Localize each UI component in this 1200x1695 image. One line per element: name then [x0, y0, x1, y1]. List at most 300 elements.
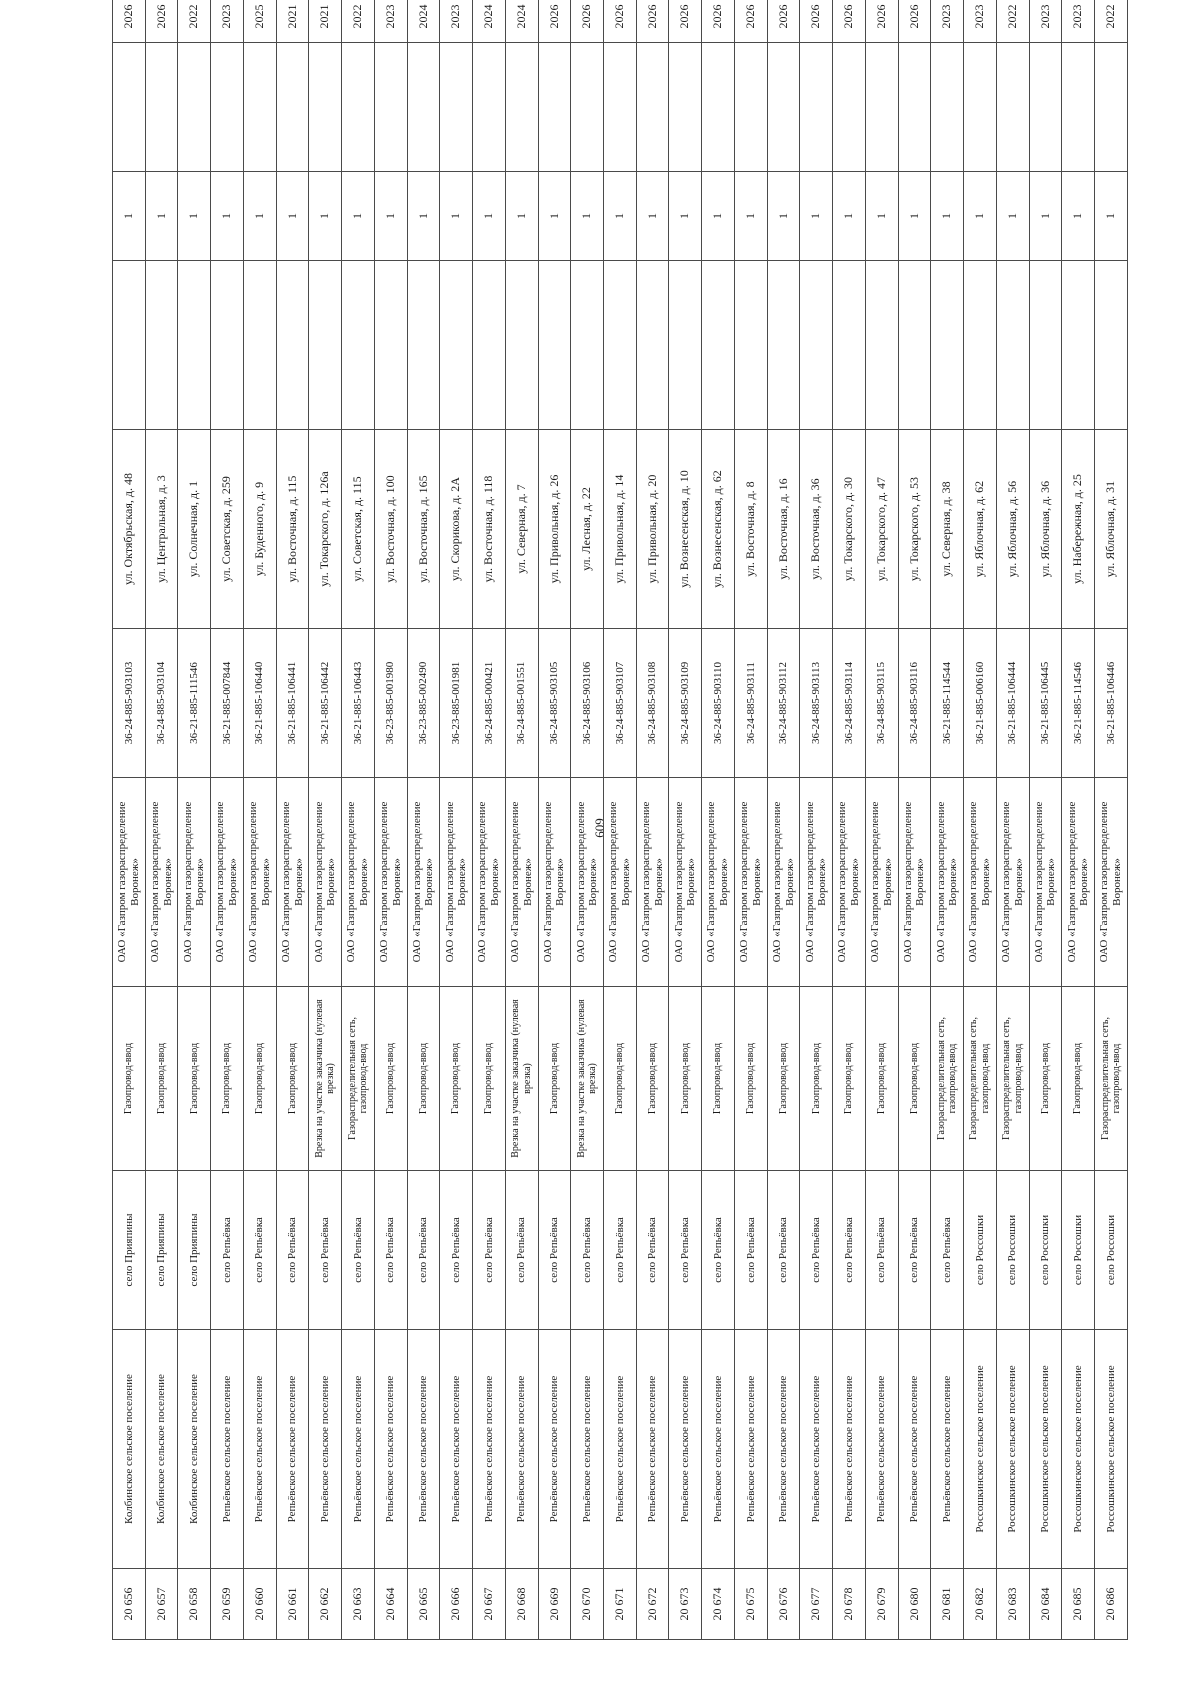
- cell-qty: 1: [800, 172, 833, 261]
- cell-year: 2026: [571, 0, 604, 43]
- table-row: [996, 0, 1029, 1640]
- table-row: [931, 0, 964, 1640]
- cell-num: 20 674: [702, 1569, 735, 1640]
- cell-num: 20 670: [571, 1569, 604, 1640]
- cell-village: село Россошки: [964, 1171, 997, 1330]
- cell-village: село Россошки: [1062, 1171, 1095, 1330]
- cell-village: село Репьёвка: [473, 1171, 506, 1330]
- cell-year: 2023: [374, 0, 407, 43]
- cell-owner: ОАО «Газпром газораспределение Воронеж»: [865, 778, 898, 987]
- cell-empty: [898, 261, 931, 430]
- cell-owner: ОАО «Газпром газораспределение Воронеж»: [276, 778, 309, 987]
- cell-num: 20 673: [669, 1569, 702, 1640]
- cell-owner: ОАО «Газпром газораспределение Воронеж»: [1095, 778, 1128, 987]
- cell-num: 20 664: [374, 1569, 407, 1640]
- cell-num: 20 684: [1029, 1569, 1062, 1640]
- cell-settlement: Репьёвское сельское поселение: [473, 1330, 506, 1569]
- cell-empty: [1029, 261, 1062, 430]
- cell-cadastral: 36-21-885-114546: [1062, 629, 1095, 778]
- cell-year: 2026: [767, 0, 800, 43]
- cell-year: 2021: [276, 0, 309, 43]
- cell-num: 20 657: [145, 1569, 178, 1640]
- cell-address: ул. Яблочная, д. 36: [1029, 430, 1062, 629]
- cell-owner: ОАО «Газпром газораспределение Воронеж»: [407, 778, 440, 987]
- cell-year: 2023: [1062, 0, 1095, 43]
- cell-empty2: [211, 43, 244, 172]
- cell-owner: ОАО «Газпром газораспределение Воронеж»: [767, 778, 800, 987]
- table-row: [473, 0, 506, 1640]
- cell-village: село Репьёвка: [898, 1171, 931, 1330]
- table-row: [374, 0, 407, 1640]
- cell-num: 20 681: [931, 1569, 964, 1640]
- cell-settlement: Репьёвское сельское поселение: [734, 1330, 767, 1569]
- cell-empty: [342, 261, 375, 430]
- cell-empty2: [1029, 43, 1062, 172]
- cell-object: Газопровод-ввод: [800, 987, 833, 1171]
- cell-object: Газопровод-ввод: [374, 987, 407, 1171]
- cell-settlement: Репьёвское сельское поселение: [636, 1330, 669, 1569]
- cell-owner: ОАО «Газпром газораспределение Воронеж»: [636, 778, 669, 987]
- cell-settlement: Репьёвское сельское поселение: [538, 1330, 571, 1569]
- cell-qty: 1: [211, 172, 244, 261]
- cell-settlement: Репьёвское сельское поселение: [309, 1330, 342, 1569]
- cell-cadastral: 36-24-885-903104: [145, 629, 178, 778]
- cell-num: 20 682: [964, 1569, 997, 1640]
- table-row: [211, 0, 244, 1640]
- cell-settlement: Репьёвское сельское поселение: [669, 1330, 702, 1569]
- cell-year: 2026: [898, 0, 931, 43]
- cell-empty2: [833, 43, 866, 172]
- cell-address: ул. Вознесенская, д. 62: [702, 430, 735, 629]
- cell-empty: [604, 261, 637, 430]
- cell-village: село Прияпины: [145, 1171, 178, 1330]
- cell-cadastral: 36-21-885-106442: [309, 629, 342, 778]
- cell-empty: [1062, 261, 1095, 430]
- cell-address: ул. Восточная, д. 115: [276, 430, 309, 629]
- cell-empty2: [309, 43, 342, 172]
- cell-cadastral: 36-21-885-114544: [931, 629, 964, 778]
- cell-year: 2022: [178, 0, 211, 43]
- cell-cadastral: 36-23-885-001980: [374, 629, 407, 778]
- cell-year: 2022: [342, 0, 375, 43]
- cell-empty: [865, 261, 898, 430]
- cell-empty2: [734, 43, 767, 172]
- cell-qty: 1: [1095, 172, 1128, 261]
- page-number: 609: [591, 818, 607, 838]
- cell-owner: ОАО «Газпром газораспределение Воронеж»: [113, 778, 146, 987]
- cell-num: 20 680: [898, 1569, 931, 1640]
- cell-object: Газопровод-ввод: [113, 987, 146, 1171]
- cell-num: 20 671: [604, 1569, 637, 1640]
- cell-cadastral: 36-24-885-903105: [538, 629, 571, 778]
- cell-num: 20 669: [538, 1569, 571, 1640]
- cell-object: Газораспределительная сеть, газопровод-ввод: [996, 987, 1029, 1171]
- cell-address: ул. Восточная, д. 118: [473, 430, 506, 629]
- table-row: [702, 0, 735, 1640]
- table-row: [669, 0, 702, 1640]
- cell-object: Врезка на участке заказчика (нулевая врезка): [309, 987, 342, 1171]
- cell-settlement: Колбинское сельское поселение: [145, 1330, 178, 1569]
- cell-settlement: Россошкинское сельское поселение: [996, 1330, 1029, 1569]
- table-row: [407, 0, 440, 1640]
- cell-num: 20 659: [211, 1569, 244, 1640]
- cell-cadastral: 36-24-885-903107: [604, 629, 637, 778]
- cell-owner: ОАО «Газпром газораспределение Воронеж»: [178, 778, 211, 987]
- cell-owner: ОАО «Газпром газораспределение Воронеж»: [342, 778, 375, 987]
- cell-village: село Репьёвка: [604, 1171, 637, 1330]
- cell-owner: ОАО «Газпром газораспределение Воронеж»: [505, 778, 538, 987]
- cell-address: ул. Вознесенская, д. 10: [669, 430, 702, 629]
- cell-address: ул. Восточная, д. 36: [800, 430, 833, 629]
- cell-empty2: [571, 43, 604, 172]
- cell-num: 20 662: [309, 1569, 342, 1640]
- cell-village: село Репьёвка: [407, 1171, 440, 1330]
- cell-num: 20 675: [734, 1569, 767, 1640]
- cell-cadastral: 36-24-885-903111: [734, 629, 767, 778]
- cell-empty: [636, 261, 669, 430]
- cell-empty2: [473, 43, 506, 172]
- cell-year: 2026: [865, 0, 898, 43]
- cell-owner: ОАО «Газпром газораспределение Воронеж»: [800, 778, 833, 987]
- cell-empty2: [702, 43, 735, 172]
- cell-empty2: [243, 43, 276, 172]
- cell-num: 20 658: [178, 1569, 211, 1640]
- cell-settlement: Колбинское сельское поселение: [178, 1330, 211, 1569]
- cell-object: Газопровод-ввод: [1062, 987, 1095, 1171]
- table-row: [767, 0, 800, 1640]
- cell-village: село Репьёвка: [374, 1171, 407, 1330]
- cell-cadastral: 36-21-885-007844: [211, 629, 244, 778]
- cell-year: 2022: [996, 0, 1029, 43]
- cell-cadastral: 36-21-885-006160: [964, 629, 997, 778]
- cell-address: ул. Восточная, д. 8: [734, 430, 767, 629]
- gas-pipeline-register-table: [112, 0, 1128, 1640]
- cell-address: ул. Скорикова, д. 2А: [440, 430, 473, 629]
- cell-num: 20 665: [407, 1569, 440, 1640]
- cell-year: 2023: [931, 0, 964, 43]
- cell-object: Газопровод-ввод: [407, 987, 440, 1171]
- cell-qty: 1: [604, 172, 637, 261]
- cell-year: 2024: [505, 0, 538, 43]
- cell-object: Газопровод-ввод: [440, 987, 473, 1171]
- cell-num: 20 686: [1095, 1569, 1128, 1640]
- cell-village: село Репьёвка: [636, 1171, 669, 1330]
- table-body: [113, 0, 1128, 1640]
- cell-year: 2022: [1095, 0, 1128, 43]
- cell-village: село Репьёвка: [931, 1171, 964, 1330]
- cell-settlement: Репьёвское сельское поселение: [604, 1330, 637, 1569]
- table-row: [276, 0, 309, 1640]
- cell-address: ул. Привольная, д. 26: [538, 430, 571, 629]
- cell-year: 2023: [211, 0, 244, 43]
- cell-address: ул. Северная, д. 38: [931, 430, 964, 629]
- cell-empty2: [178, 43, 211, 172]
- table-row: [243, 0, 276, 1640]
- cell-village: село Репьёвка: [309, 1171, 342, 1330]
- cell-owner: ОАО «Газпром газораспределение Воронеж»: [440, 778, 473, 987]
- cell-object: Газопровод-ввод: [538, 987, 571, 1171]
- rotated-table-wrapper: [112, 4, 1128, 1640]
- table-row: [440, 0, 473, 1640]
- cell-cadastral: 36-24-885-903116: [898, 629, 931, 778]
- cell-address: ул. Восточная, д. 16: [767, 430, 800, 629]
- cell-address: ул. Восточная, д. 100: [374, 430, 407, 629]
- cell-object: Газораспределительная сеть, газопровод-ввод: [964, 987, 997, 1171]
- cell-village: село Репьёвка: [800, 1171, 833, 1330]
- cell-address: ул. Яблочная, д. 56: [996, 430, 1029, 629]
- cell-year: 2026: [669, 0, 702, 43]
- cell-empty2: [898, 43, 931, 172]
- table-row: [309, 0, 342, 1640]
- cell-object: Газопровод-ввод: [145, 987, 178, 1171]
- cell-qty: 1: [342, 172, 375, 261]
- cell-num: 20 667: [473, 1569, 506, 1640]
- cell-settlement: Репьёвское сельское поселение: [571, 1330, 604, 1569]
- cell-empty: [211, 261, 244, 430]
- cell-empty2: [767, 43, 800, 172]
- cell-empty: [571, 261, 604, 430]
- cell-owner: ОАО «Газпром газораспределение Воронеж»: [734, 778, 767, 987]
- cell-address: ул. Набережная, д. 25: [1062, 430, 1095, 629]
- cell-village: село Репьёвка: [538, 1171, 571, 1330]
- cell-cadastral: 36-21-885-111546: [178, 629, 211, 778]
- cell-year: 2026: [604, 0, 637, 43]
- cell-object: Газопровод-ввод: [833, 987, 866, 1171]
- cell-owner: ОАО «Газпром газораспределение Воронеж»: [1062, 778, 1095, 987]
- cell-object: Газопровод-ввод: [211, 987, 244, 1171]
- cell-qty: 1: [996, 172, 1029, 261]
- cell-empty2: [604, 43, 637, 172]
- cell-village: село Прияпины: [113, 1171, 146, 1330]
- cell-village: село Репьёвка: [734, 1171, 767, 1330]
- cell-year: 2026: [636, 0, 669, 43]
- cell-qty: 1: [571, 172, 604, 261]
- cell-owner: ОАО «Газпром газораспределение Воронеж»: [669, 778, 702, 987]
- cell-num: 20 685: [1062, 1569, 1095, 1640]
- cell-settlement: Репьёвское сельское поселение: [702, 1330, 735, 1569]
- cell-empty: [440, 261, 473, 430]
- cell-owner: ОАО «Газпром газораспределение Воронеж»: [571, 778, 604, 987]
- cell-year: 2026: [702, 0, 735, 43]
- cell-object: Врезка на участке заказчика (нулевая врезка): [505, 987, 538, 1171]
- cell-qty: 1: [243, 172, 276, 261]
- cell-year: 2021: [309, 0, 342, 43]
- cell-owner: ОАО «Газпром газораспределение Воронеж»: [964, 778, 997, 987]
- cell-empty: [669, 261, 702, 430]
- cell-empty: [734, 261, 767, 430]
- cell-empty: [931, 261, 964, 430]
- cell-empty2: [800, 43, 833, 172]
- cell-owner: ОАО «Газпром газораспределение Воронеж»: [833, 778, 866, 987]
- cell-cadastral: 36-21-885-106441: [276, 629, 309, 778]
- cell-settlement: Россошкинское сельское поселение: [964, 1330, 997, 1569]
- cell-settlement: Репьёвское сельское поселение: [898, 1330, 931, 1569]
- cell-num: 20 668: [505, 1569, 538, 1640]
- cell-empty: [145, 261, 178, 430]
- cell-settlement: Россошкинское сельское поселение: [1095, 1330, 1128, 1569]
- cell-cadastral: 36-24-885-903108: [636, 629, 669, 778]
- cell-empty: [833, 261, 866, 430]
- cell-num: 20 660: [243, 1569, 276, 1640]
- cell-cadastral: 36-21-885-106446: [1095, 629, 1128, 778]
- cell-empty2: [1095, 43, 1128, 172]
- table-row: [1095, 0, 1128, 1640]
- cell-qty: 1: [113, 172, 146, 261]
- cell-empty: [996, 261, 1029, 430]
- cell-village: село Репьёвка: [702, 1171, 735, 1330]
- cell-address: ул. Советская, д. 115: [342, 430, 375, 629]
- cell-qty: 1: [440, 172, 473, 261]
- cell-village: село Репьёвка: [571, 1171, 604, 1330]
- cell-cadastral: 36-24-885-903103: [113, 629, 146, 778]
- table-row: [636, 0, 669, 1640]
- cell-owner: ОАО «Газпром газораспределение Воронеж»: [243, 778, 276, 987]
- cell-settlement: Репьёвское сельское поселение: [865, 1330, 898, 1569]
- cell-village: село Репьёвка: [342, 1171, 375, 1330]
- cell-object: Газопровод-ввод: [1029, 987, 1062, 1171]
- cell-settlement: Россошкинское сельское поселение: [1062, 1330, 1095, 1569]
- cell-cadastral: 36-23-885-002490: [407, 629, 440, 778]
- table-row: [1029, 0, 1062, 1640]
- cell-settlement: Репьёвское сельское поселение: [440, 1330, 473, 1569]
- cell-village: село Репьёвка: [767, 1171, 800, 1330]
- cell-settlement: Репьёвское сельское поселение: [833, 1330, 866, 1569]
- cell-qty: 1: [931, 172, 964, 261]
- cell-empty2: [636, 43, 669, 172]
- cell-cadastral: 36-24-885-000421: [473, 629, 506, 778]
- cell-address: ул. Яблочная, д. 31: [1095, 430, 1128, 629]
- cell-num: 20 672: [636, 1569, 669, 1640]
- table-row: [865, 0, 898, 1640]
- cell-cadastral: 36-24-885-001551: [505, 629, 538, 778]
- table-row: [145, 0, 178, 1640]
- cell-empty: [473, 261, 506, 430]
- cell-year: 2026: [145, 0, 178, 43]
- cell-cadastral: 36-24-885-903109: [669, 629, 702, 778]
- cell-year: 2024: [407, 0, 440, 43]
- cell-num: 20 683: [996, 1569, 1029, 1640]
- cell-village: село Россошки: [1029, 1171, 1062, 1330]
- cell-address: ул. Лесная, д. 22: [571, 430, 604, 629]
- cell-year: 2026: [538, 0, 571, 43]
- cell-object: Газораспределительная сеть, газопровод-ввод: [931, 987, 964, 1171]
- table-row: [178, 0, 211, 1640]
- cell-cadastral: 36-24-885-903110: [702, 629, 735, 778]
- table-row: [964, 0, 997, 1640]
- cell-num: 20 677: [800, 1569, 833, 1640]
- cell-empty: [800, 261, 833, 430]
- cell-village: село Репьёвка: [669, 1171, 702, 1330]
- cell-empty2: [996, 43, 1029, 172]
- cell-cadastral: 36-24-885-903115: [865, 629, 898, 778]
- cell-settlement: Репьёвское сельское поселение: [211, 1330, 244, 1569]
- cell-owner: ОАО «Газпром газораспределение Воронеж»: [996, 778, 1029, 987]
- cell-village: село Репьёвка: [243, 1171, 276, 1330]
- cell-empty: [538, 261, 571, 430]
- table-row: [1062, 0, 1095, 1640]
- cell-owner: ОАО «Газпром газораспределение Воронеж»: [931, 778, 964, 987]
- cell-address: ул. Центральная, д. 3: [145, 430, 178, 629]
- cell-owner: ОАО «Газпром газораспределение Воронеж»: [374, 778, 407, 987]
- cell-object: Газораспределительная сеть, газопровод-ввод: [1095, 987, 1128, 1171]
- cell-cadastral: 36-24-885-903112: [767, 629, 800, 778]
- cell-empty: [505, 261, 538, 430]
- cell-empty2: [931, 43, 964, 172]
- cell-address: ул. Привольная, д. 14: [604, 430, 637, 629]
- cell-settlement: Репьёвское сельское поселение: [374, 1330, 407, 1569]
- cell-empty: [767, 261, 800, 430]
- cell-year: 2026: [734, 0, 767, 43]
- cell-address: ул. Привольная, д. 20: [636, 430, 669, 629]
- cell-address: ул. Солнечная, д. 1: [178, 430, 211, 629]
- cell-village: село Прияпины: [178, 1171, 211, 1330]
- cell-empty2: [407, 43, 440, 172]
- cell-empty2: [505, 43, 538, 172]
- cell-village: село Репьёвка: [865, 1171, 898, 1330]
- table-row: [342, 0, 375, 1640]
- cell-settlement: Репьёвское сельское поселение: [931, 1330, 964, 1569]
- cell-num: 20 676: [767, 1569, 800, 1640]
- cell-qty: 1: [538, 172, 571, 261]
- table-row: [538, 0, 571, 1640]
- cell-object: Газопровод-ввод: [702, 987, 735, 1171]
- cell-settlement: Репьёвское сельское поселение: [800, 1330, 833, 1569]
- cell-qty: 1: [767, 172, 800, 261]
- cell-empty: [276, 261, 309, 430]
- cell-owner: ОАО «Газпром газораспределение Воронеж»: [145, 778, 178, 987]
- cell-address: ул. Токарского, д. 126а: [309, 430, 342, 629]
- cell-address: ул. Яблочная, д. 62: [964, 430, 997, 629]
- cell-qty: 1: [702, 172, 735, 261]
- cell-settlement: Репьёвское сельское поселение: [505, 1330, 538, 1569]
- cell-cadastral: 36-24-885-903114: [833, 629, 866, 778]
- cell-year: 2026: [113, 0, 146, 43]
- cell-qty: 1: [833, 172, 866, 261]
- cell-empty2: [440, 43, 473, 172]
- cell-empty: [178, 261, 211, 430]
- cell-qty: 1: [309, 172, 342, 261]
- cell-owner: ОАО «Газпром газораспределение Воронеж»: [1029, 778, 1062, 987]
- cell-village: село Репьёвка: [211, 1171, 244, 1330]
- table-row: [505, 0, 538, 1640]
- cell-settlement: Колбинское сельское поселение: [113, 1330, 146, 1569]
- cell-cadastral: 36-21-885-106445: [1029, 629, 1062, 778]
- cell-year: 2023: [964, 0, 997, 43]
- cell-empty: [964, 261, 997, 430]
- cell-qty: 1: [1029, 172, 1062, 261]
- cell-object: Газопровод-ввод: [636, 987, 669, 1171]
- cell-settlement: Россошкинское сельское поселение: [1029, 1330, 1062, 1569]
- cell-village: село Россошки: [1095, 1171, 1128, 1330]
- cell-qty: 1: [669, 172, 702, 261]
- cell-empty2: [113, 43, 146, 172]
- table-row: [604, 0, 637, 1640]
- cell-settlement: Репьёвское сельское поселение: [243, 1330, 276, 1569]
- cell-owner: ОАО «Газпром газораспределение Воронеж»: [211, 778, 244, 987]
- cell-object: Врезка на участке заказчика (нулевая врезка): [571, 987, 604, 1171]
- cell-empty2: [145, 43, 178, 172]
- cell-object: Газопровод-ввод: [604, 987, 637, 1171]
- cell-num: 20 666: [440, 1569, 473, 1640]
- cell-num: 20 663: [342, 1569, 375, 1640]
- cell-empty2: [964, 43, 997, 172]
- cell-num: 20 679: [865, 1569, 898, 1640]
- cell-qty: 1: [145, 172, 178, 261]
- table-row: [571, 0, 604, 1640]
- cell-empty: [113, 261, 146, 430]
- cell-year: 2023: [440, 0, 473, 43]
- cell-empty: [243, 261, 276, 430]
